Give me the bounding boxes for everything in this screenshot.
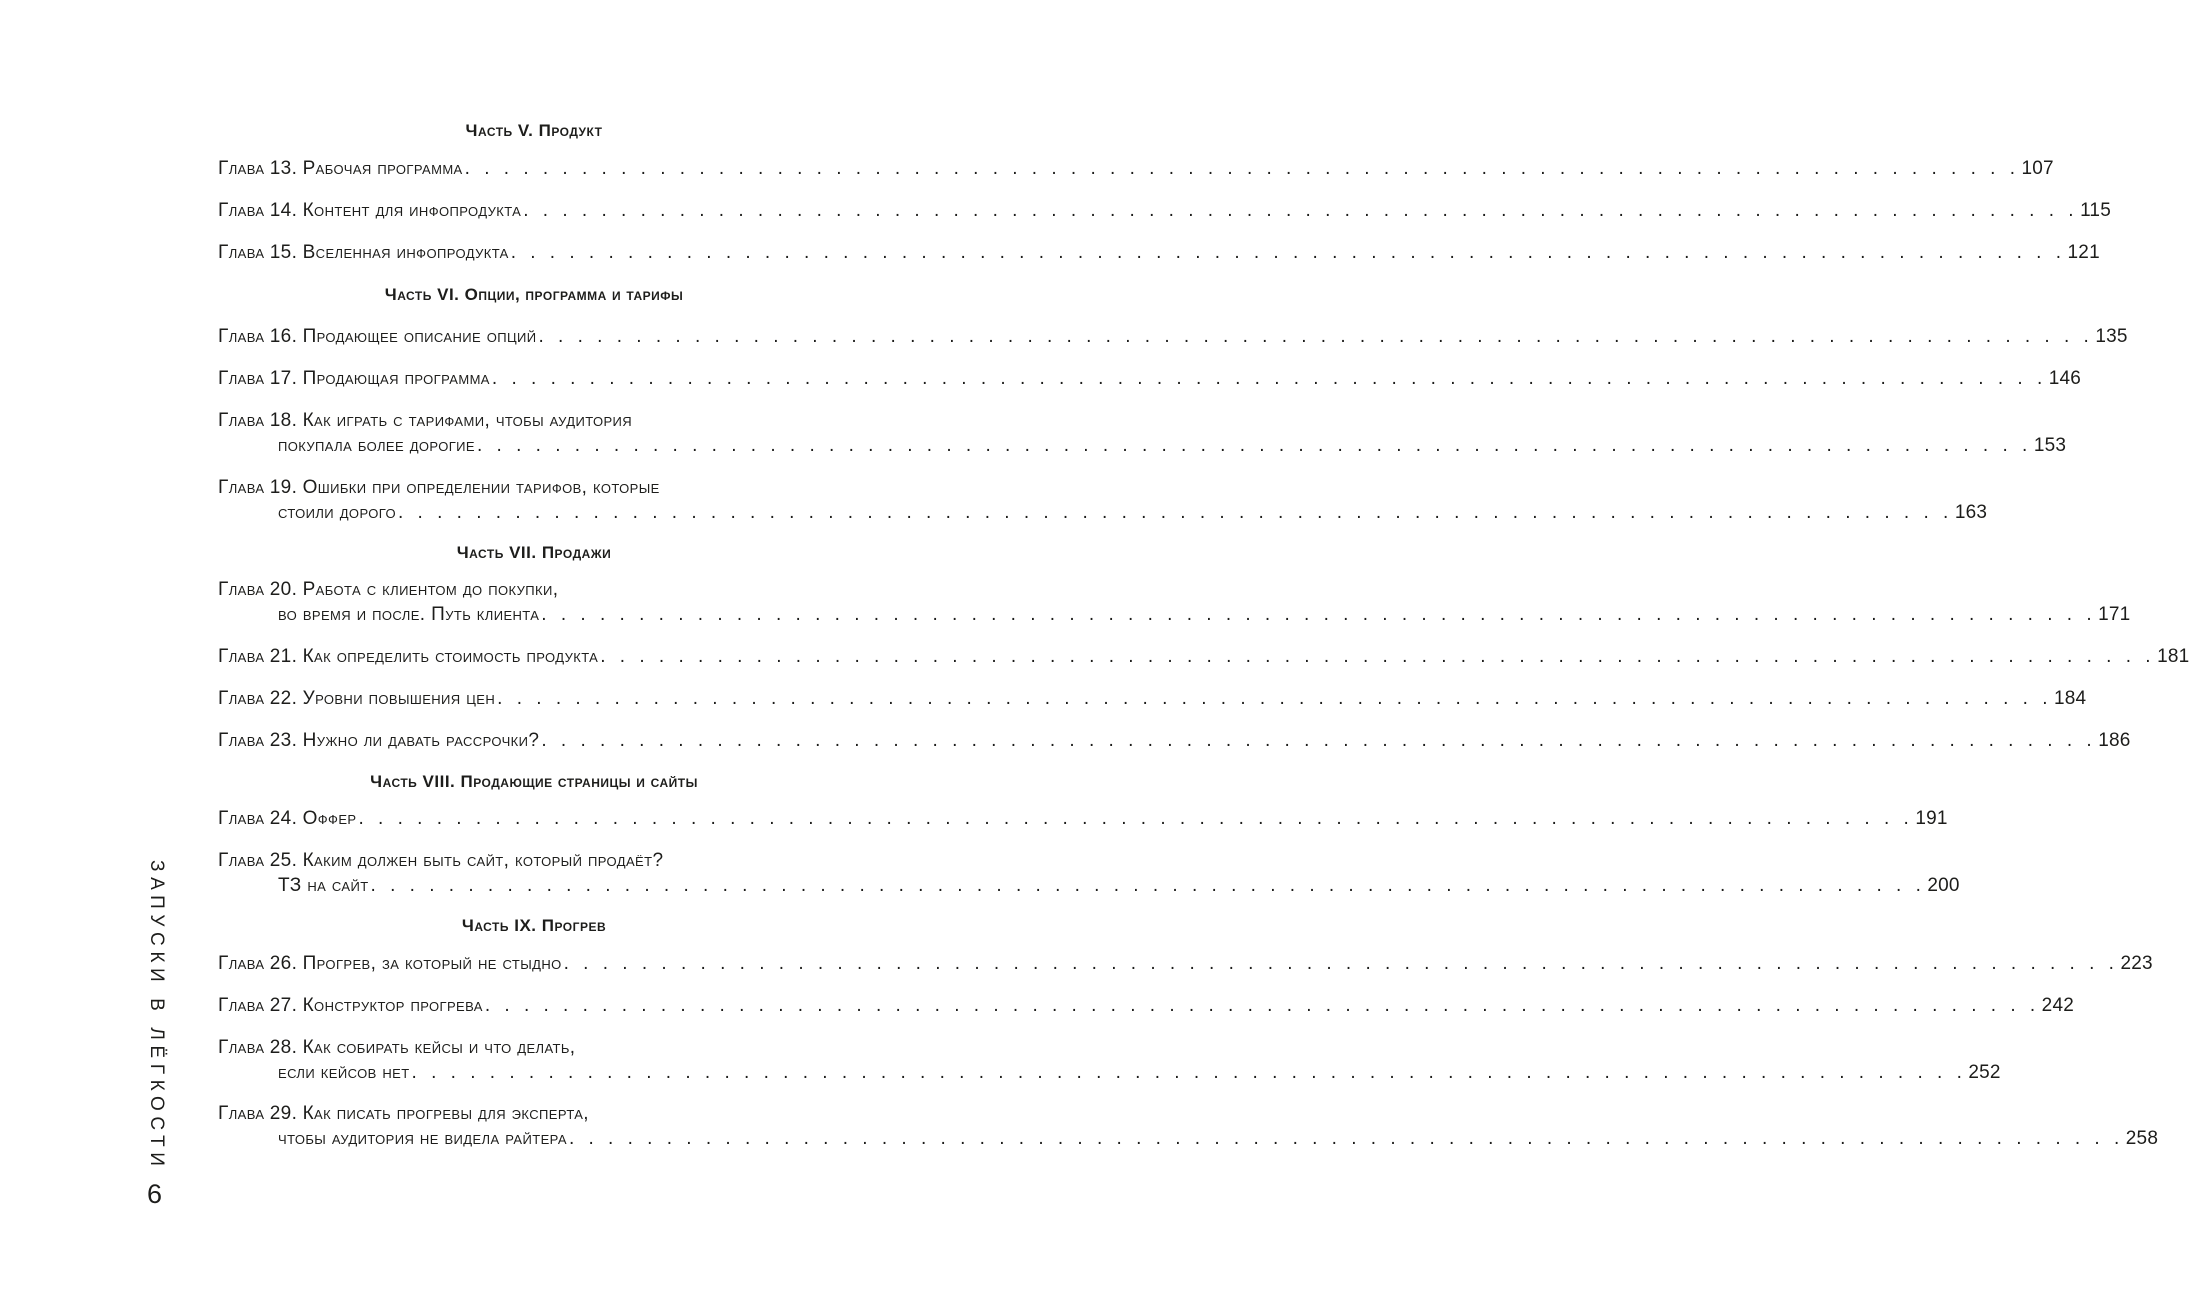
toc-entry[interactable] — [218, 1036, 2001, 1085]
page-ref: 107 — [2021, 158, 2054, 179]
toc-entry-line — [218, 409, 850, 433]
page-ref: 146 — [2048, 368, 2082, 389]
chapter-number: 25. — [269, 850, 298, 871]
page-ref: 242 — [2041, 995, 2074, 1016]
chapter-title-continuation: чтобы аудитория не видела райтера — [278, 1128, 567, 1149]
chapter-number: 23. — [269, 730, 298, 751]
dot-leader: . . . . . . . . . . . . . . . . . . . . . . . . . . . . . . . . . . . . . . . . . . . . . . . . . . . . . . . . . . . . . . . . . . . . . . . . . . . . . . . . — [563, 953, 2119, 974]
toc-entry[interactable] — [218, 994, 2074, 1018]
dot-leader: . . . . . . . . . . . . . . . . . . . . . . . . . . . . . . . . . . . . . . . . . . . . . . . . . . . . . . . . . . . . . . . . . . . . . . . . . . . . . . . . — [464, 158, 2020, 179]
dot-leader: . . . . . . . . . . . . . . . . . . . . . . . . . . . . . . . . . . . . . . . . . . . . . . . . . . . . . . . . . . . . . . . . . . . . . . . . . . . . . . . . — [510, 242, 2066, 263]
part-heading: Часть IX. Прогрев — [461, 916, 607, 935]
toc-entry-line — [218, 1061, 2001, 1085]
page-ref: 153 — [2033, 435, 2067, 456]
page-ref: 186 — [2098, 730, 2131, 751]
page-ref: 252 — [1968, 1062, 2001, 1083]
toc-entry[interactable] — [218, 578, 2131, 627]
chapter-word: Глава — [218, 688, 265, 709]
chapter-number: 18. — [269, 410, 298, 431]
chapter-word: Глава — [218, 995, 265, 1016]
chapter-title-continuation: во время и после. Путь клиента — [278, 604, 540, 625]
toc-entry-line — [218, 874, 1960, 898]
toc-entry-line — [218, 807, 1948, 831]
chapter-title: Ошибки при определении тарифов, которые — [302, 477, 660, 498]
chapter-title: Каким должен быть сайт, который продаёт? — [302, 850, 664, 871]
toc-entry[interactable] — [218, 1102, 2159, 1151]
dot-leader: . . . . . . . . . . . . . . . . . . . . . . . . . . . . . . . . . . . . . . . . . . . . . . . . . . . . . . . . . . . . . . . . . . . . . . . . . . . . . . . . — [476, 435, 2032, 456]
toc-entry[interactable] — [218, 325, 2128, 349]
chapter-title: Как определить стоимость продукта — [302, 646, 599, 667]
chapter-number: 28. — [269, 1037, 298, 1058]
dot-leader: . . . . . . . . . . . . . . . . . . . . . . . . . . . . . . . . . . . . . . . . . . . . . . . . . . . . . . . . . . . . . . . . . . . . . . . . . . . . . . . . — [541, 730, 2097, 751]
chapter-title: Нужно ли давать рассрочки? — [302, 730, 540, 751]
chapter-word: Глава — [218, 730, 265, 751]
chapter-title: Как собирать кейсы и что делать, — [302, 1037, 576, 1058]
dot-leader: . . . . . . . . . . . . . . . . . . . . . . . . . . . . . . . . . . . . . . . . . . . . . . . . . . . . . . . . . . . . . . . . . . . . . . . . . . . . . . . . — [370, 875, 1926, 896]
dot-leader: . . . . . . . . . . . . . . . . . . . . . . . . . . . . . . . . . . . . . . . . . . . . . . . . . . . . . . . . . . . . . . . . . . . . . . . . . . . . . . . . — [358, 808, 1914, 829]
chapter-title-continuation: если кейсов нет — [278, 1062, 410, 1083]
toc-entry[interactable] — [218, 199, 2111, 223]
chapter-title: Работа с клиентом до покупки, — [302, 579, 559, 600]
page-ref: 115 — [2080, 200, 2111, 221]
dot-leader: . . . . . . . . . . . . . . . . . . . . . . . . . . . . . . . . . . . . . . . . . . . . . . . . . . . . . . . . . . . . . . . . . . . . . . . . . . . . . . . . — [541, 604, 2097, 625]
chapter-number: 15. — [269, 242, 298, 263]
part-heading: Часть V. Продукт — [465, 121, 603, 140]
dot-leader: . . . . . . . . . . . . . . . . . . . . . . . . . . . . . . . . . . . . . . . . . . . . . . . . . . . . . . . . . . . . . . . . . . . . . . . . . . . . . . . . — [397, 502, 1953, 523]
toc-entry-line — [218, 729, 2131, 753]
toc-entry-line — [218, 199, 2111, 223]
chapter-word: Глава — [218, 953, 265, 974]
dot-leader: . . . . . . . . . . . . . . . . . . . . . . . . . . . . . . . . . . . . . . . . . . . . . . . . . . . . . . . . . . . . . . . . . . . . . . . . . . . . . . . . — [484, 995, 2040, 1016]
toc-entry-line — [218, 325, 2128, 349]
chapter-number: 19. — [269, 477, 298, 498]
part-heading: Часть VII. Продажи — [456, 543, 612, 562]
chapter-word: Глава — [218, 200, 265, 221]
toc-entry-line — [218, 241, 2100, 265]
chapter-number: 27. — [269, 995, 298, 1016]
toc-entry-line — [218, 1127, 2159, 1151]
toc-entry-line — [218, 1102, 850, 1126]
chapter-title: Как писать прогревы для эксперта, — [302, 1103, 589, 1124]
chapter-number: 13. — [269, 158, 298, 179]
dot-leader: . . . . . . . . . . . . . . . . . . . . . . . . . . . . . . . . . . . . . . . . . . . . . . . . . . . . . . . . . . . . . . . . . . . . . . . . . . . . . . . . — [600, 646, 2156, 667]
toc-entry-line — [218, 434, 2067, 458]
page-ref: 171 — [2098, 604, 2131, 625]
chapter-title: Продающее описание опций — [302, 326, 537, 347]
toc-entry-line — [218, 578, 850, 602]
toc-entry[interactable] — [218, 367, 2082, 391]
chapter-title: Вселенная инфопродукта — [302, 242, 509, 263]
chapter-number: 17. — [269, 368, 298, 389]
toc-entry[interactable] — [218, 807, 1948, 831]
toc-entry[interactable] — [218, 476, 1988, 525]
chapter-number: 14. — [269, 200, 298, 221]
toc-entry-line — [218, 952, 2153, 976]
part-heading: Часть VI. Опции, программа и тарифы — [384, 285, 684, 304]
chapter-number: 22. — [269, 688, 298, 709]
page-ref: 135 — [2095, 326, 2128, 347]
chapter-word: Глава — [218, 326, 265, 347]
page-number: 6 — [147, 1179, 163, 1209]
toc-entry-line — [218, 994, 2074, 1018]
toc-entry[interactable] — [218, 687, 2087, 711]
chapter-number: 21. — [269, 646, 298, 667]
chapter-title: Рабочая программа — [302, 158, 463, 179]
toc-entry[interactable] — [218, 952, 2153, 976]
toc-entry[interactable] — [218, 157, 2054, 181]
dot-leader: . . . . . . . . . . . . . . . . . . . . . . . . . . . . . . . . . . . . . . . . . . . . . . . . . . . . . . . . . . . . . . . . . . . . . . . . . . . . . . . . — [538, 326, 2094, 347]
page-ref: 184 — [2053, 688, 2087, 709]
page-ref: 191 — [1915, 808, 1948, 829]
toc-entry[interactable] — [218, 849, 1960, 898]
page-ref: 181 — [2157, 646, 2189, 667]
chapter-number: 20. — [269, 579, 298, 600]
page-ref: 258 — [2125, 1128, 2159, 1149]
chapter-word: Глава — [218, 410, 265, 431]
toc-entry[interactable] — [218, 645, 2189, 669]
chapter-number: 29. — [269, 1103, 298, 1124]
dot-leader: . . . . . . . . . . . . . . . . . . . . . . . . . . . . . . . . . . . . . . . . . . . . . . . . . . . . . . . . . . . . . . . . . . . . . . . . . . . . . . . . — [491, 368, 2047, 389]
chapter-word: Глава — [218, 1103, 265, 1124]
toc-entry-line — [218, 1036, 850, 1060]
toc-entry-line — [218, 501, 1988, 525]
toc-entry-line — [218, 687, 2087, 711]
chapter-number: 16. — [269, 326, 298, 347]
page-ref: 163 — [1954, 502, 1988, 523]
chapter-title: Контент для инфопродукта — [302, 200, 522, 221]
toc-entry-line — [218, 476, 850, 500]
chapter-word: Глава — [218, 368, 265, 389]
dot-leader: . . . . . . . . . . . . . . . . . . . . . . . . . . . . . . . . . . . . . . . . . . . . . . . . . . . . . . . . . . . . . . . . . . . . . . . . . . . . . . . . — [523, 200, 2079, 221]
chapter-number: 24. — [269, 808, 298, 829]
chapter-word: Глава — [218, 477, 265, 498]
chapter-number: 26. — [269, 953, 298, 974]
chapter-word: Глава — [218, 850, 265, 871]
toc-entry-line — [218, 367, 2082, 391]
chapter-word: Глава — [218, 808, 265, 829]
chapter-word: Глава — [218, 242, 265, 263]
toc-entry[interactable] — [218, 409, 2067, 458]
toc-entry-line — [218, 157, 2054, 181]
chapter-title-continuation: покупала более дорогие — [278, 435, 475, 456]
toc-entry-line — [218, 603, 2131, 627]
chapter-title: Оффер — [302, 808, 357, 829]
toc-entry[interactable] — [218, 241, 2100, 265]
chapter-word: Глава — [218, 646, 265, 667]
toc-entry[interactable] — [218, 729, 2131, 753]
running-title: ЗАПУСКИ В ЛЁГКОСТИ — [146, 860, 167, 1172]
dot-leader: . . . . . . . . . . . . . . . . . . . . . . . . . . . . . . . . . . . . . . . . . . . . . . . . . . . . . . . . . . . . . . . . . . . . . . . . . . . . . . . . — [497, 688, 2052, 709]
chapter-title: Уровни повышения цен — [302, 688, 496, 709]
toc-entry-line — [218, 849, 850, 873]
chapter-title: Как играть с тарифами, чтобы аудитория — [302, 410, 633, 431]
page-ref: 121 — [2067, 242, 2100, 263]
chapter-word: Глава — [218, 579, 265, 600]
chapter-title-continuation: стоили дорого — [278, 502, 396, 523]
dot-leader: . . . . . . . . . . . . . . . . . . . . . . . . . . . . . . . . . . . . . . . . . . . . . . . . . . . . . . . . . . . . . . . . . . . . . . . . . . . . . . . . — [411, 1062, 1967, 1083]
chapter-title: Прогрев, за который не стыдно — [302, 953, 562, 974]
chapter-title: Продающая программа — [302, 368, 490, 389]
toc-entry-line — [218, 645, 2189, 669]
chapter-word: Глава — [218, 1037, 265, 1058]
page-ref: 200 — [1927, 875, 1960, 896]
page-ref: 223 — [2120, 953, 2153, 974]
dot-leader: . . . . . . . . . . . . . . . . . . . . . . . . . . . . . . . . . . . . . . . . . . . . . . . . . . . . . . . . . . . . . . . . . . . . . . . . . . . . . . . . — [568, 1128, 2124, 1149]
chapter-title: Конструктор прогрева — [302, 995, 483, 1016]
chapter-word: Глава — [218, 158, 265, 179]
chapter-title-continuation: ТЗ на сайт — [278, 875, 369, 896]
part-heading: Часть VIII. Продающие страницы и сайты — [370, 772, 698, 791]
